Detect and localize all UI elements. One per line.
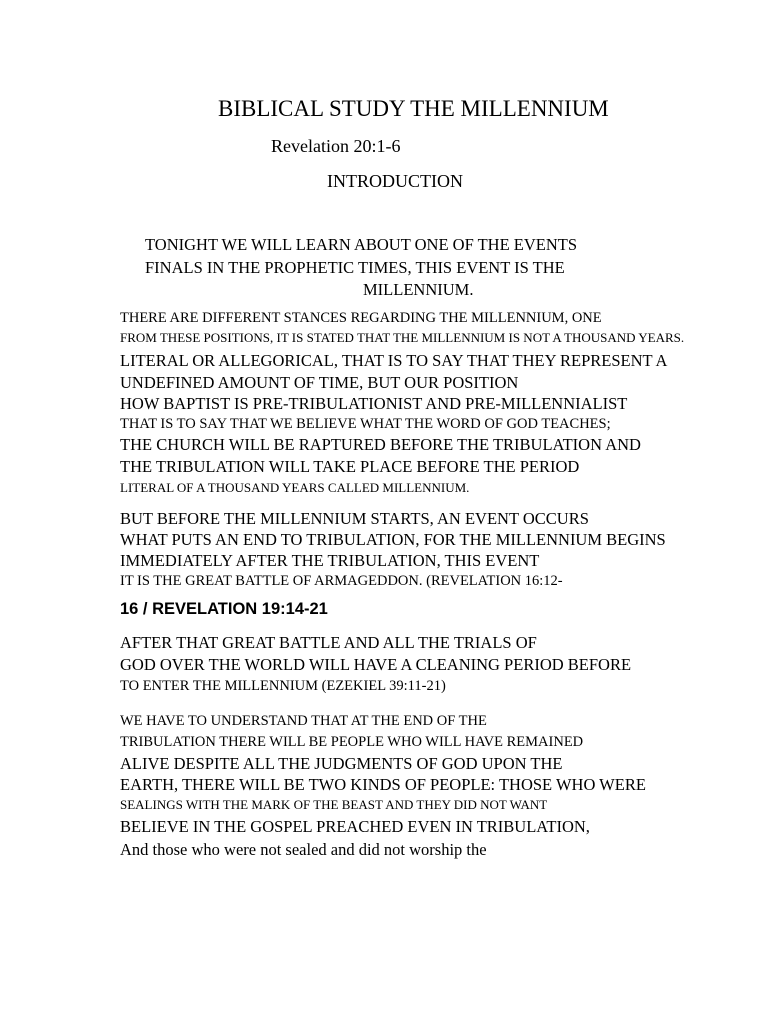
paragraph-line: THE CHURCH WILL BE RAPTURED BEFORE THE TRIBULATION AND [120,435,641,454]
intro-line: TONIGHT WE WILL LEARN ABOUT ONE OF THE EVENTS [145,235,578,254]
paragraph-line: TRIBULATION THERE WILL BE PEOPLE WHO WILL HAVE REMAINED [120,734,584,750]
paragraph-line: LITERAL OR ALLEGORICAL, THAT IS TO SAY THAT THEY REPRESENT A [120,351,668,370]
paragraph-line: THE TRIBULATION WILL TAKE PLACE BEFORE THE PERIOD [120,457,580,476]
paragraph-line: UNDEFINED AMOUNT OF TIME, BUT OUR POSITION [120,373,519,392]
paragraph-line: GOD OVER THE WORLD WILL HAVE A CLEANING PERIOD BEFORE [120,655,632,674]
paragraph-line: LITERAL OF A THOUSAND YEARS CALLED MILLENNIUM. [120,480,470,495]
paragraph-line: IT IS THE GREAT BATTLE OF ARMAGEDDON. (REVELATION 16:12- [120,573,563,589]
scripture-reference: Revelation 20:1-6 [271,136,401,156]
paragraph-line: TO ENTER THE MILLENNIUM (EZEKIEL 39:11-21) [120,678,446,694]
paragraph-line: THAT IS TO SAY THAT WE BELIEVE WHAT THE WORD OF GOD TEACHES; [120,416,611,432]
paragraph-line: WE HAVE TO UNDERSTAND THAT AT THE END OF THE [120,713,487,729]
paragraph-line: IMMEDIATELY AFTER THE TRIBULATION, THIS EVENT [120,551,540,570]
intro-line: FINALS IN THE PROPHETIC TIMES, THIS EVENT IS THE [145,258,565,277]
paragraph-line: BELIEVE IN THE GOSPEL PREACHED EVEN IN TRIBULATION, [120,817,590,836]
scripture-reference-bold: 16 / REVELATION 19:14-21 [120,600,328,618]
paragraph-line: FROM THESE POSITIONS, IT IS STATED THAT THE MILLENNIUM IS NOT A THOUSAND YEARS. [120,330,685,345]
section-heading: INTRODUCTION [327,171,463,191]
paragraph-line: BUT BEFORE THE MILLENNIUM STARTS, AN EVENT OCCURS [120,509,589,528]
paragraph-line: HOW BAPTIST IS PRE-TRIBULATIONIST AND PRE-MILLENNIALIST [120,394,628,413]
paragraph-line: WHAT PUTS AN END TO TRIBULATION, FOR THE MILLENNIUM BEGINS [120,530,666,549]
paragraph-line: EARTH, THERE WILL BE TWO KINDS OF PEOPLE: THOSE WHO WERE [120,775,646,794]
paragraph-line: And those who were not sealed and did not worship the [120,840,487,859]
intro-line: MILLENNIUM. [363,280,474,299]
doc-title: BIBLICAL STUDY THE MILLENNIUM [218,96,609,121]
paragraph-line: ALIVE DESPITE ALL THE JUDGMENTS OF GOD UPON THE [120,754,563,773]
paragraph-line: SEALINGS WITH THE MARK OF THE BEAST AND THEY DID NOT WANT [120,797,548,812]
paragraph-line: AFTER THAT GREAT BATTLE AND ALL THE TRIALS OF [120,633,537,652]
paragraph-line: THERE ARE DIFFERENT STANCES REGARDING THE MILLENNIUM, ONE [120,310,602,326]
